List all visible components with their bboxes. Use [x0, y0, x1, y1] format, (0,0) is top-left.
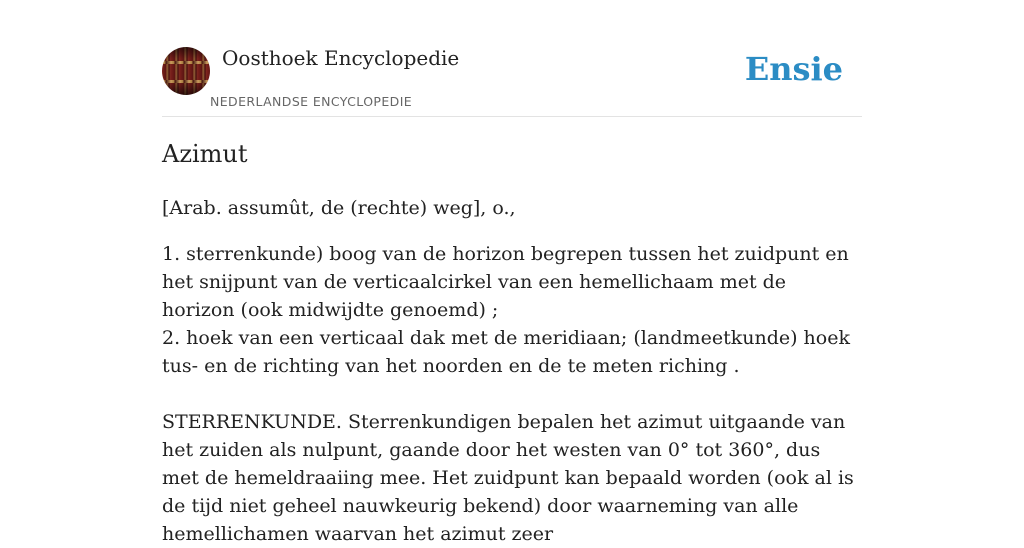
article-section-sterrenkunde: STERRENKUNDE. Sterrenkundigen bepalen het azimut uitgaande van het zuiden als nulpunt, gaande door het westen van 0° tot 360°, dus met de hemeldraaiing mee. Het zuidpunt kan bepaald worden (ook al is de tijd niet geheel nauwkeurig bekend) door waarneming van alle hemellichamen waarvan het azimut zeer — [162, 411, 854, 545]
site-name-link[interactable]: Oosthoek Encyclopedie — [222, 46, 460, 70]
avatar-gold-band — [162, 61, 210, 64]
article-definitions: 1. sterrenkunde) boog van de horizon begrepen tussen het zuidpunt en het snijpunt van de verticaalcirkel van een hemellichaam met de horizon (ook midwijdte genoemd) ; 2. hoek van een verticaal dak met de meridiaan; (landmeetkunde) hoek tus- en de richting van het noorden en de te meten riching . — [162, 243, 850, 377]
article-title: Azimut — [162, 140, 248, 168]
site-header — [162, 46, 862, 117]
ensie-brand-logo[interactable]: Ensie — [744, 50, 843, 88]
article-etymology: [Arab. assumût, de (rechte) weg], o., — [162, 197, 516, 219]
avatar-gold-band — [162, 80, 210, 83]
article-content — [162, 138, 862, 548]
encyclopedia-logo-avatar[interactable] — [162, 47, 210, 95]
site-tagline: NEDERLANDSE ENCYCLOPEDIE — [210, 94, 413, 109]
